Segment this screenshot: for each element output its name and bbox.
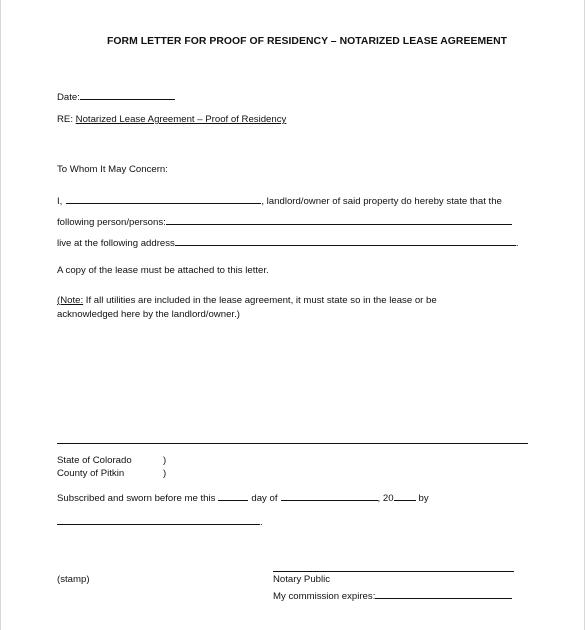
date-line: [57, 90, 175, 104]
note-label: (Note:: [57, 295, 84, 306]
copy-note: A copy of the lease must be attached to this letter.: [57, 265, 269, 276]
re-subject: Notarized Lease Agreement – Proof of Residency: [75, 114, 287, 125]
date-label: Date:: [57, 92, 80, 103]
sworn-text-b: day of: [251, 493, 278, 504]
signature-line: [57, 515, 263, 529]
persons-field[interactable]: [166, 215, 512, 225]
notary-signature-line[interactable]: [273, 571, 514, 572]
landlord-text: , landlord/owner of said property do hereby state that the: [261, 196, 502, 207]
note-line-2: acknowledged here by the landlord/owner.): [57, 309, 240, 320]
stamp-label: (stamp): [57, 574, 90, 585]
signature-field[interactable]: [57, 515, 260, 525]
sworn-text-c: , 20: [377, 493, 394, 504]
note-text-1: If all utilities are included in the lease agreement, it must state so in the lease or be: [83, 295, 437, 306]
re-line: [57, 114, 286, 126]
commission-field[interactable]: [375, 589, 512, 599]
county-label: County of Pitkin: [57, 468, 125, 479]
sworn-month-field[interactable]: [281, 491, 378, 501]
notary-label: Notary Public: [273, 574, 331, 585]
state-brace: ): [163, 455, 167, 466]
section-divider: [57, 443, 528, 444]
address-line: [57, 236, 519, 250]
re-label: RE:: [57, 114, 73, 125]
state-label: State of Colorado: [57, 455, 132, 466]
date-field[interactable]: [80, 90, 175, 100]
document-title: FORM LETTER FOR PROOF OF RESIDENCY – NOTARIZED LEASE AGREEMENT: [107, 36, 508, 47]
signature-period: .: [260, 517, 263, 528]
note-line-1: [57, 295, 437, 307]
address-period: .: [515, 238, 519, 249]
commission-label: My commission expires:: [273, 591, 376, 602]
sworn-text-a: Subscribed and sworn before me this: [57, 493, 216, 504]
county-brace: ): [163, 468, 167, 479]
sworn-line: [57, 491, 429, 505]
salutation: To Whom It May Concern:: [57, 164, 168, 175]
i-label: I,: [57, 196, 63, 207]
sworn-text-d: by: [418, 493, 429, 504]
commission-line: [273, 589, 512, 603]
sworn-year-field[interactable]: [394, 491, 416, 501]
address-field[interactable]: [175, 236, 516, 246]
address-label: live at the following address: [57, 238, 175, 249]
landlord-name-field[interactable]: [66, 194, 261, 204]
sworn-day-field[interactable]: [218, 491, 248, 501]
persons-line: [57, 215, 512, 229]
persons-label: following person/persons:: [57, 217, 166, 228]
landlord-line: [57, 194, 502, 208]
